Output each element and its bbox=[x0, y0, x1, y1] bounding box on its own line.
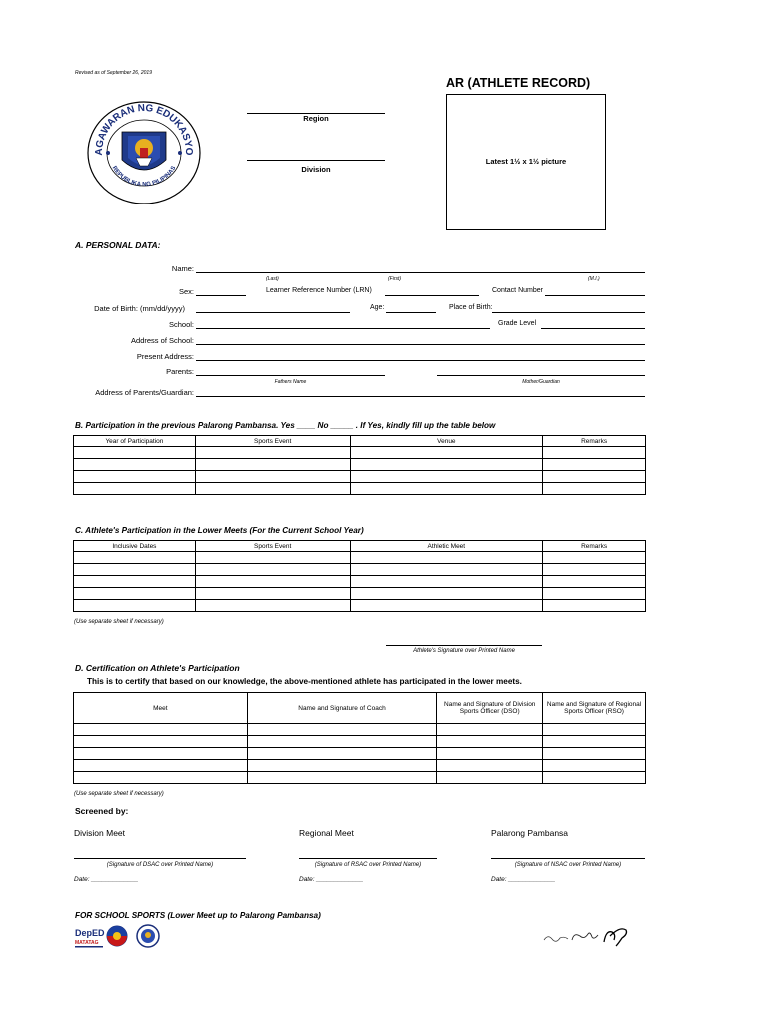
address-parents-field[interactable] bbox=[196, 396, 645, 397]
palarong-table bbox=[73, 435, 646, 495]
table-row[interactable] bbox=[74, 564, 646, 576]
revised-note: Revised as of September 26, 2019 bbox=[75, 70, 152, 76]
table-header: Athletic Meet bbox=[350, 541, 543, 552]
rsac-signature-line[interactable] bbox=[299, 858, 437, 859]
deped-seal-small-logo bbox=[137, 925, 159, 947]
table-row[interactable] bbox=[74, 724, 646, 736]
table-header: Inclusive Dates bbox=[74, 541, 196, 552]
rsac-caption: (Signature of RSAC over Printed Name) bbox=[314, 862, 422, 868]
table-header: Name and Signature of Coach bbox=[247, 693, 437, 724]
present-address-field[interactable] bbox=[196, 360, 645, 361]
svg-text:REPUBLIKA NG PILIPINAS: REPUBLIKA NG PILIPINAS bbox=[110, 165, 178, 189]
table-header: Meet bbox=[74, 693, 248, 724]
sex-label: Sex: bbox=[178, 287, 194, 296]
athlete-signature-line[interactable] bbox=[386, 645, 542, 646]
table-row[interactable] bbox=[74, 748, 646, 760]
address-school-field[interactable] bbox=[196, 344, 645, 345]
division-label: Division bbox=[301, 165, 331, 174]
address-school-label: Address of School: bbox=[131, 336, 194, 345]
last-caption: (Last) bbox=[266, 276, 279, 282]
page-title: AR (ATHLETE RECORD) bbox=[446, 76, 591, 90]
mi-caption: (M.I.) bbox=[588, 276, 600, 282]
lower-meets-table bbox=[73, 540, 646, 612]
table-header: Sports Event bbox=[195, 436, 350, 447]
table-row[interactable] bbox=[74, 483, 646, 495]
age-label: Age: bbox=[370, 304, 385, 311]
lrn-field[interactable] bbox=[385, 295, 479, 296]
matatag-logo-text: MATATAG bbox=[75, 940, 99, 946]
table-header: Sports Event bbox=[195, 541, 350, 552]
fathers-caption: Fathers Name bbox=[274, 379, 307, 385]
deped-logo-text: DepED bbox=[75, 928, 105, 938]
section-d-title: D. Certification on Athlete's Participation bbox=[75, 663, 240, 673]
dsac-caption: (Signature of DSAC over Printed Name) bbox=[106, 862, 214, 868]
nsac-caption: (Signature of NSAC over Printed Name) bbox=[514, 862, 622, 868]
father-field[interactable] bbox=[196, 375, 385, 376]
athlete-signature-caption: Athlete's Signature over Printed Name bbox=[413, 648, 515, 654]
rsac-date[interactable]: Date: _____________ bbox=[299, 876, 364, 883]
dsac-date[interactable]: Date: _____________ bbox=[74, 876, 139, 883]
official-signatures bbox=[540, 922, 635, 948]
sex-field[interactable] bbox=[196, 295, 246, 296]
mother-caption: Mother/Guardian bbox=[522, 379, 560, 385]
deped-seal bbox=[86, 98, 202, 204]
school-label: School: bbox=[168, 320, 194, 329]
table-header: Venue bbox=[350, 436, 543, 447]
table-header: Name and Signature of Division Sports Officer (DSO) bbox=[437, 693, 543, 724]
table-row[interactable] bbox=[74, 760, 646, 772]
svg-text:KAGAWARAN NG EDUKASYON: AGAWARAN NG EDUKASYO bbox=[93, 102, 195, 156]
table-header: Remarks bbox=[543, 436, 646, 447]
table-row[interactable] bbox=[74, 459, 646, 471]
present-address-label: Present Address: bbox=[136, 352, 194, 361]
address-parents-label: Address of Parents/Guardian: bbox=[95, 388, 194, 397]
certification-table bbox=[73, 692, 646, 784]
age-field[interactable] bbox=[386, 312, 436, 313]
table-header: Remarks bbox=[543, 541, 646, 552]
parents-label: Parents: bbox=[166, 367, 194, 376]
table-row[interactable] bbox=[74, 600, 646, 612]
dsac-signature-line[interactable] bbox=[74, 858, 246, 859]
first-caption: (First) bbox=[388, 276, 402, 282]
dob-field[interactable] bbox=[196, 312, 350, 313]
footer-logos bbox=[74, 924, 164, 950]
section-c-note: (Use separate sheet if necessary) bbox=[74, 619, 164, 625]
dob-label: Date of Birth: (mm/dd/yyyy) bbox=[94, 304, 185, 313]
table-row[interactable] bbox=[74, 772, 646, 784]
contact-field[interactable] bbox=[545, 295, 645, 296]
grade-field[interactable] bbox=[541, 328, 645, 329]
lrn-label: Learner Reference Number (LRN) bbox=[266, 287, 372, 294]
name-field[interactable] bbox=[196, 272, 645, 273]
certification-statement: This is to certify that based on our knowledge, the above-mentioned athlete has participated in the lower meets. bbox=[87, 677, 522, 686]
regional-meet-label: Regional Meet bbox=[299, 828, 354, 838]
table-header: Name and Signature of Regional Sports Officer (RSO) bbox=[543, 693, 646, 724]
school-field[interactable] bbox=[196, 328, 490, 329]
nsac-signature-line[interactable] bbox=[491, 858, 645, 859]
division-meet-label: Division Meet bbox=[74, 828, 126, 838]
division-line[interactable] bbox=[247, 160, 385, 161]
pob-label: Place of Birth: bbox=[449, 304, 493, 311]
palarong-label: Palarong Pambansa bbox=[491, 828, 569, 838]
region-label: Region bbox=[303, 114, 329, 123]
section-a-title: A. PERSONAL DATA: bbox=[75, 240, 161, 250]
contact-label: Contact Number bbox=[492, 287, 543, 294]
table-header: Year of Participation bbox=[74, 436, 196, 447]
table-row[interactable] bbox=[74, 576, 646, 588]
section-d-note: (Use separate sheet if necessary) bbox=[74, 791, 164, 797]
bagong-pilipinas-logo bbox=[107, 926, 127, 946]
table-row[interactable] bbox=[74, 552, 646, 564]
grade-label: Grade Level bbox=[498, 320, 537, 327]
screened-title: Screened by: bbox=[75, 806, 129, 816]
name-label: Name: bbox=[171, 264, 194, 273]
pob-field[interactable] bbox=[492, 312, 645, 313]
table-row[interactable] bbox=[74, 588, 646, 600]
table-row[interactable] bbox=[74, 447, 646, 459]
nsac-date[interactable]: Date: _____________ bbox=[491, 876, 556, 883]
section-c-title: C. Athlete's Participation in the Lower Meets (For the Current School Year) bbox=[75, 526, 364, 535]
section-b-title: B. Participation in the previous Palarong Pambansa. Yes ____ No _____ . If Yes, kindly fill up the table below bbox=[75, 421, 496, 430]
table-row[interactable] bbox=[74, 736, 646, 748]
mother-field[interactable] bbox=[437, 375, 645, 376]
picture-label: Latest 1½ x 1½ picture bbox=[485, 157, 567, 166]
school-sports-note: FOR SCHOOL SPORTS (Lower Meet up to Palarong Pambansa) bbox=[75, 911, 321, 920]
table-row[interactable] bbox=[74, 471, 646, 483]
